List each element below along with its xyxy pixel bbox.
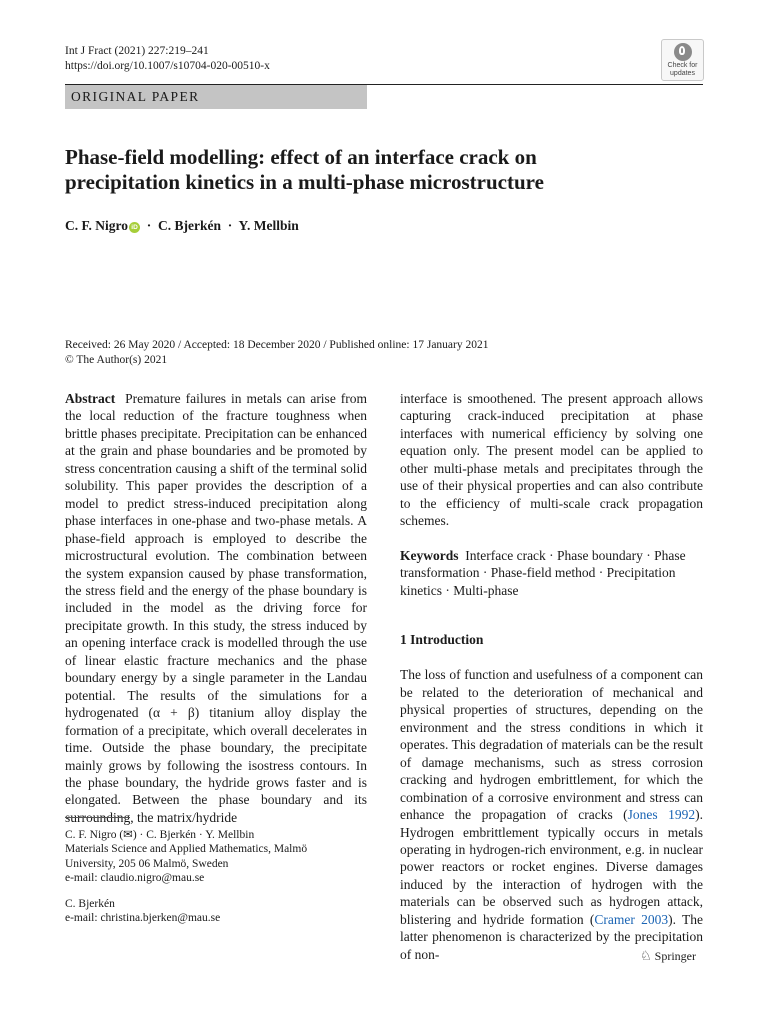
section-heading-introduction: 1 Introduction: [400, 631, 484, 647]
author-nigro[interactable]: C. F. Nigro: [65, 218, 129, 233]
author-list: [65, 218, 299, 234]
paper-title: Phase-field modelling: effect of an interface crack on precipitation kinetics in a multi-phase microstructure: [65, 145, 544, 194]
abstract-text-right: interface is smoothened. The present approach allows capturing crack-induced precipitation at phase interfaces with numerical efficiency by solving one equation only. The present model can be applied to other multi-phase metals and precipitates through the use of their physical properties and can also contribute to the efficiency of multi-scale crack propagation schemes.: [400, 391, 703, 529]
citation-text: Int J Fract (2021) 227:219–241: [65, 45, 209, 57]
left-column: [65, 390, 367, 826]
abstract-heading: Abstract: [65, 391, 116, 406]
intro-text-a: The loss of function and usefulness of a component can be related to the deterioration of mechanical and physical properties of structures, depending on the environment and the stress conditions in which it operates. This degradation of materials can be the result of damage mechanisms, such as stress corrosion cracking and hydrogen embrittlement, for which the combination of a corrosive environment and stress can enhance the propagation of cracks (: [400, 667, 703, 823]
footnote-authors: C. F. Nigro (✉) · C. Bjerkén · Y. Mellbin: [65, 829, 255, 841]
footnote-affiliation: Materials Science and Applied Mathematics, Malmö: [65, 843, 308, 856]
history-dates: Received: 26 May 2020 / Accepted: 18 December 2020 / Published online: 17 January 2021: [65, 339, 489, 351]
abstract-text-left: Premature failures in metals can arise from the local reduction of the fracture toughness when brittle phases precipitate. Precipitation can be enhanced at the grain and phase boundaries and be promoted by stress concentration causing a shift of the terminal solid solubility. This paper provides the description of a model to predict stress-induced precipitation along phase interfaces in one-phase and two-phase metals. A phase-field approach is employed to describe the microstructural evolution. The combination between the system expansion caused by phase transformation, the stress field and the energy of the phase boundary is included in the model as the driving force for precipitate growth. In this study, the stress induced by an opening interface crack is modelled through the use of linear elastic fracture mechanics and the phase boundary energy by a single parameter in the Landau potential. The results of the simulations for a hydrogenated (α + β) titanium alloy display the formation of a precipitate, which overall decelerates in time. Outside the phase boundary, the precipitate mainly grows by following the isostress contours. In the phase boundary, the hydride grows faster and is elongated. Between the phase boundary and its surrounding, the matrix/hydride: [65, 391, 367, 825]
crossmark-icon: [674, 43, 692, 61]
article-type-banner: ORIGINAL PAPER: [65, 85, 367, 109]
keywords-heading: Keywords: [400, 547, 459, 563]
author-affiliation-footnote: [65, 828, 367, 926]
springer-horse-icon: ♘: [640, 948, 652, 963]
doi-link[interactable]: https://doi.org/10.1007/s10704-020-00510-x: [65, 59, 270, 72]
keywords-text: Interface crack · Phase boundary · Phase transformation · Phase-field method · Precipitation kinetics · Multi-phase: [400, 547, 686, 598]
citation-link-jones[interactable]: Jones 1992: [627, 807, 696, 823]
footnote-email-nigro[interactable]: e-mail: claudio.nigro@mau.se: [65, 871, 205, 884]
publisher-logo: [640, 948, 696, 964]
copyright-line: © The Author(s) 2021: [65, 353, 168, 366]
intro-text-c: ). The latter phenomenon is characterized by the precipitation of non-: [400, 911, 703, 962]
publication-history: [65, 338, 489, 367]
introduction-paragraph: [400, 666, 703, 963]
publisher-name: Springer: [654, 949, 696, 963]
intro-text-b: ). Hydrogen embrittlement typically occurs in metals operating in hydrogen-rich environment, e.g. in nuclear power reactors or rocket engines. Diverse damages induced by the interaction of hydrogen with the materials can be observed such as hydrogen attack, blistering and hydride formation (: [400, 807, 703, 927]
author-separator: ·: [146, 218, 152, 233]
badge-line-1: Check for: [667, 62, 698, 69]
citation-link-cramer[interactable]: Cramer 2003: [594, 911, 669, 927]
footnote-email-bjerken[interactable]: e-mail: christina.bjerken@mau.se: [65, 912, 221, 925]
check-for-updates-badge[interactable]: [661, 39, 704, 81]
keywords-block: [400, 547, 703, 599]
footnote-divider: [65, 817, 130, 818]
journal-citation: [65, 44, 270, 73]
right-column: [400, 390, 703, 963]
orcid-icon[interactable]: iD: [129, 222, 140, 233]
author-bjerken[interactable]: C. Bjerkén: [158, 218, 222, 233]
footnote-address: University, 205 06 Malmö, Sweden: [65, 857, 229, 870]
author-separator: ·: [227, 218, 233, 233]
author-mellbin[interactable]: Y. Mellbin: [238, 218, 299, 233]
footnote-author-bjerken: C. Bjerkén: [65, 898, 115, 911]
badge-line-2: updates: [670, 70, 695, 77]
